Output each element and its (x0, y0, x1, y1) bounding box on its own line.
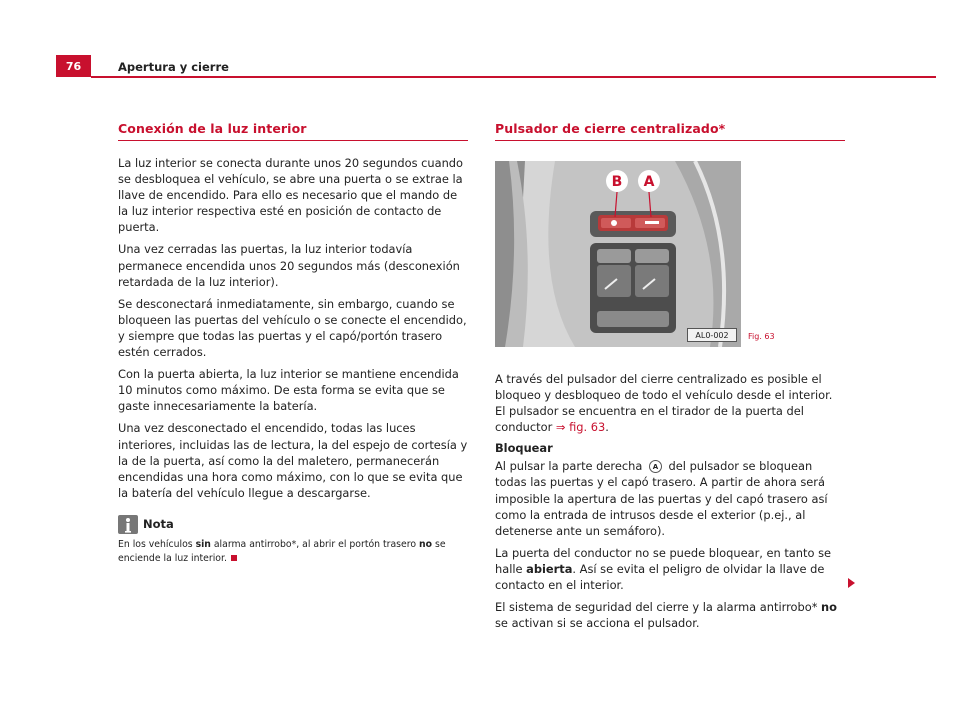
note-bold: no (419, 538, 433, 550)
figure-code: AL0-002 (687, 328, 737, 342)
note-title: Nota (143, 517, 174, 532)
left-column (118, 121, 468, 566)
note-text-part: alarma antirrobo*, al abrir el portón trasero (210, 538, 419, 550)
paragraph (495, 458, 845, 538)
paragraph-text: La puerta del conductor no se puede bloquear, en tanto se halle (495, 545, 832, 576)
paragraph-end: . (605, 420, 609, 435)
figure-link[interactable]: fig. 63 (569, 420, 606, 435)
end-of-section-mark (231, 555, 237, 561)
paragraph: Se desconectará inmediatamente, sin embargo, cuando se bloqueen las puertas del vehículo o se conecte el encendido, y siempre que todas las puertas y el capó/portón trasero estén cerrados. (118, 296, 467, 360)
info-icon (118, 515, 138, 534)
figure-63 (495, 161, 845, 347)
central-locking-heading: Pulsador de cierre centralizado* (495, 121, 845, 141)
right-column (495, 121, 845, 637)
paragraph: Una vez cerradas las puertas, la luz interior todavía permanece encendida unos 20 segundos más (desconexión retardada de la luz interior). (118, 242, 460, 289)
paragraph-text: . Así se evita el peligro de olvidar la llave de contacto en el interior. (495, 561, 825, 593)
central-locking-body (495, 371, 845, 631)
interior-light-heading: Conexión de la luz interior (118, 121, 468, 141)
paragraph: La luz interior se conecta durante unos 20 segundos cuando se desbloquea el vehículo, se abre una puerta o se extrae la llave de encendido. Para ello es necesario que el mando de la luz interior respectiva esté en posición de contacto de puerta. (118, 156, 464, 235)
interior-light-body (118, 155, 468, 501)
paragraph-text: del pulsador se bloquean todas las puertas y el capó trasero. A partir de ahora será imposible la apertura de las puertas y del capó trasero así como la entrada de intrusos desde el exterior (p.ej., al detenerse ante un semáforo). (495, 459, 828, 538)
note-text (118, 538, 468, 566)
paragraph: Una vez desconectado el encendido, todas las luces interiores, incluidas las de lectura, la del espejo de cortesía y la de la puerta, así como la del maletero, permanecerán encendidas una hora como máximo, con lo que se evita que la batería del vehículo llegue a descargarse. (118, 421, 468, 500)
note-header (118, 515, 468, 534)
continue-arrow-icon (848, 578, 855, 588)
section-title: Apertura y cierre (118, 60, 229, 74)
paragraph-text: Al pulsar la parte derecha (495, 459, 646, 474)
label-a: A (643, 174, 655, 190)
bloquear-heading: Bloquear (495, 441, 553, 456)
bold-text: abierta (526, 561, 573, 576)
paragraph (495, 599, 845, 631)
paragraph-text: A través del pulsador del cierre centralizado es posible el bloqueo y desbloqueo de todo el vehículo desde el interior. El pulsador se encuentra en el tirador de la puerta del conductor (495, 372, 833, 435)
note-text-part: En los vehículos (118, 538, 196, 550)
label-b: B (611, 174, 623, 190)
note-bold: sin (195, 538, 211, 550)
paragraph (495, 371, 845, 435)
paragraph-text: se activan si se acciona el pulsador. (495, 616, 700, 631)
bold-text: no (821, 600, 837, 615)
note-text-part: se enciende la luz interior. (118, 538, 446, 564)
paragraph-text: El sistema de seguridad del cierre y la alarma antirrobo* (495, 600, 822, 615)
paragraph: Con la puerta abierta, la luz interior se mantiene encendida 10 minutos como máximo. De esta forma se evita que se gaste innecesariamente la batería. (118, 367, 459, 414)
page-number: 76 (56, 55, 91, 77)
figure-link-arrow: ⇒ (555, 420, 566, 435)
paragraph (495, 545, 845, 593)
door-handle-illustration (495, 161, 741, 347)
figure-caption: Fig. 63 (748, 332, 775, 341)
header-rule (91, 76, 936, 78)
button-a-badge: A (649, 460, 662, 473)
